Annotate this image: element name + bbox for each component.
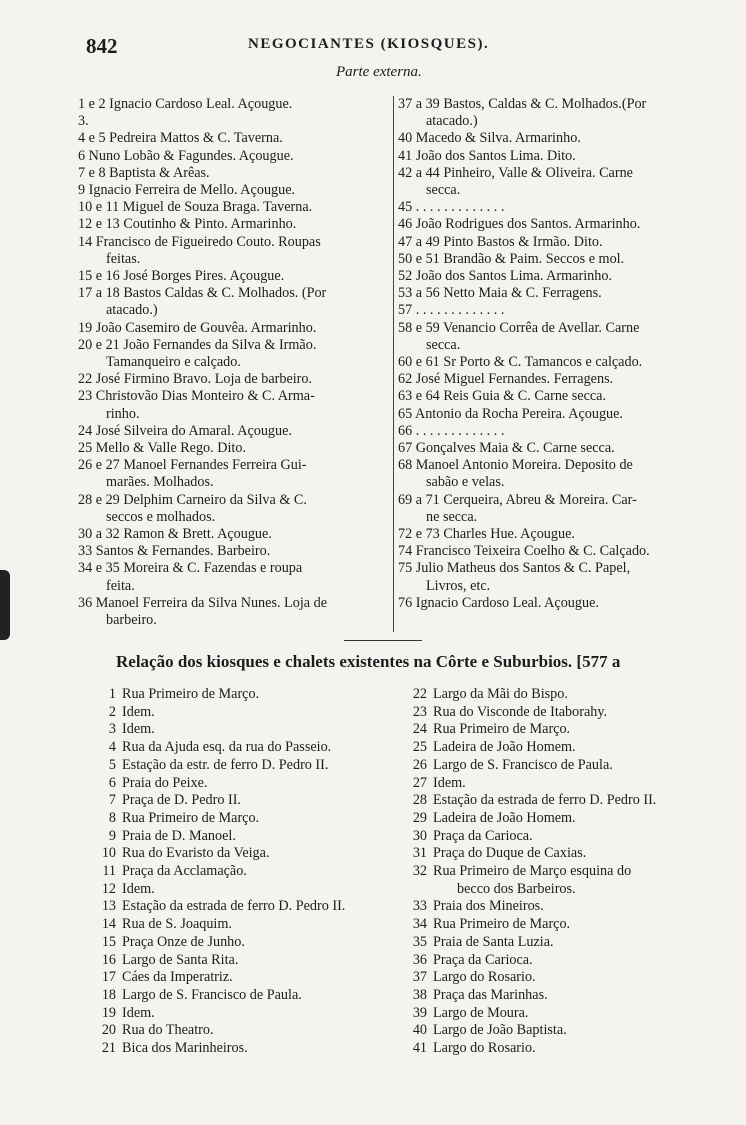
directory-entry: [398, 371, 720, 388]
kiosk-number: 40: [412, 1022, 427, 1039]
kiosk-text-wrap: [122, 828, 236, 846]
directory-entry: [398, 320, 720, 354]
kiosk-item: [405, 845, 735, 863]
kiosk-number: 20: [101, 1022, 116, 1039]
directory-entry: [78, 371, 392, 388]
entry-line: 62 José Miguel Fernandes. Ferragens.: [398, 371, 614, 388]
kiosk-location: Idem.: [122, 880, 155, 897]
entry-line: 15 e 16 José Borges Pires. Açougue.: [78, 268, 285, 285]
kiosk-location: Praia de Santa Luzia.: [433, 933, 554, 950]
header-subtitle: Parte externa.: [336, 64, 422, 80]
entry-line: 22 José Firmino Bravo. Loja de barbeiro.: [78, 371, 313, 388]
entry-line: 3.: [78, 113, 89, 130]
right-entries-column: [398, 96, 720, 612]
kiosk-text-wrap: [122, 704, 155, 722]
kiosk-number: 31: [412, 845, 427, 862]
directory-entry: [398, 457, 720, 491]
directory-entry: [78, 543, 392, 560]
kiosk-item: [405, 739, 735, 757]
kiosk-item: [96, 1005, 396, 1023]
directory-entry: [398, 388, 720, 405]
entry-continuation: Livros, etc.: [426, 577, 491, 594]
directory-entry: [398, 130, 720, 147]
kiosk-item: [96, 881, 396, 899]
kiosk-text-wrap: [433, 775, 466, 793]
kiosk-text-wrap: [433, 863, 631, 898]
entry-line: 37 a 39 Bastos, Caldas & C. Molhados.(Por: [398, 96, 647, 112]
kiosk-text-wrap: [433, 686, 568, 704]
entry-line: 58 e 59 Venancio Corrêa de Avellar. Carne: [398, 319, 640, 336]
kiosk-text-wrap: [122, 792, 241, 810]
directory-entry: [398, 302, 720, 319]
kiosk-item: [405, 721, 735, 739]
entry-line: 52 João dos Santos Lima. Armarinho.: [398, 268, 612, 285]
directory-entry: [398, 492, 720, 526]
kiosk-location: Rua do Visconde de Itaborahy.: [433, 703, 608, 720]
directory-entry: [78, 337, 392, 371]
kiosk-number: 10: [101, 845, 116, 862]
directory-entry: [78, 423, 392, 440]
kiosk-item: [96, 1022, 396, 1040]
entry-line: 10 e 11 Miguel de Souza Braga. Taverna.: [78, 199, 313, 216]
kiosk-section-title: Relação dos kiosques e chalets existentes na Côrte e Suburbios. [577 a: [116, 652, 621, 671]
entry-continuation: feita.: [106, 577, 135, 594]
entry-continuation: sabão e velas.: [426, 474, 505, 491]
entry-line: 46 João Rodrigues dos Santos. Armarinho.: [398, 216, 641, 233]
kiosk-text-wrap: [433, 1040, 536, 1058]
kiosk-item: [96, 845, 396, 863]
kiosk-list-left: [96, 686, 396, 1058]
kiosk-number: 21: [101, 1040, 116, 1057]
directory-entry: [398, 165, 720, 199]
kiosk-item: [405, 969, 735, 987]
kiosk-item: [405, 1040, 735, 1058]
page-number: 842: [86, 34, 118, 58]
directory-entry: [78, 457, 392, 491]
kiosk-number: 18: [101, 986, 116, 1003]
kiosk-number: 25: [412, 739, 427, 756]
entry-line: 74 Francisco Teixeira Coelho & C. Calçado.: [398, 543, 650, 560]
kiosk-item: [405, 1022, 735, 1040]
entry-line: 24 José Silveira do Amaral. Açougue.: [78, 422, 292, 439]
kiosk-item: [96, 792, 396, 810]
kiosk-location: Ladeira de João Homem.: [433, 739, 576, 756]
kiosk-location: Rua Primeiro de Março.: [433, 916, 571, 933]
kiosk-text-wrap: [433, 721, 570, 739]
kiosk-item: [405, 952, 735, 970]
kiosk-number: 27: [412, 774, 427, 791]
kiosk-location: Rua de S. Joaquim.: [122, 916, 232, 933]
kiosk-location: Praça de D. Pedro II.: [122, 792, 241, 809]
kiosk-number: 24: [412, 721, 427, 738]
directory-entry: [78, 165, 392, 182]
kiosk-item: [405, 686, 735, 704]
entry-continuation: secca.: [426, 336, 461, 353]
kiosk-text-wrap: [433, 704, 607, 722]
entry-line: 6 Nuno Lobão & Fagundes. Açougue.: [78, 147, 294, 164]
kiosk-text-wrap: [122, 775, 208, 793]
kiosk-text-wrap: [122, 863, 247, 881]
kiosk-text-wrap: [122, 721, 155, 739]
entry-line: 12 e 13 Coutinho & Pinto. Armarinho.: [78, 216, 297, 233]
directory-entry: [398, 423, 720, 440]
kiosk-location: Largo de Santa Rita.: [122, 951, 239, 968]
entry-continuation: feitas.: [106, 250, 141, 267]
directory-entry: [78, 526, 392, 543]
entry-line: 23 Christovão Dias Monteiro & C. Arma-: [78, 388, 315, 405]
kiosk-text-wrap: [122, 969, 233, 987]
directory-entry: [398, 543, 720, 560]
kiosk-number: 32: [412, 863, 427, 880]
kiosk-item: [96, 686, 396, 704]
directory-entry: [78, 130, 392, 147]
kiosk-text-wrap: [122, 845, 270, 863]
directory-entry: [398, 440, 720, 457]
entry-line: 19 João Casemiro de Gouvêa. Armarinho.: [78, 319, 317, 336]
header-title: NEGOCIANTES (KIOSQUES).: [248, 36, 490, 52]
kiosk-location: Praça da Carioca.: [433, 951, 533, 968]
kiosk-item: [96, 810, 396, 828]
entry-line: 20 e 21 João Fernandes da Silva & Irmão.: [78, 336, 317, 353]
kiosk-location: Estação da estrada de ferro D. Pedro II.: [122, 898, 346, 915]
kiosk-text-wrap: [122, 934, 245, 952]
kiosk-location: Largo de S. Francisco de Paula.: [433, 756, 613, 773]
entry-line: 72 e 73 Charles Hue. Açougue.: [398, 526, 575, 543]
entry-line: 1 e 2 Ignacio Cardoso Leal. Açougue.: [78, 96, 293, 112]
kiosk-location: Praça Onze de Junho.: [122, 933, 245, 950]
kiosk-item: [96, 898, 396, 916]
kiosk-number: 9: [108, 827, 116, 844]
kiosk-location: Idem.: [122, 703, 155, 720]
kiosk-number: 35: [412, 933, 427, 950]
directory-entry: [78, 182, 392, 199]
kiosk-list-right: [405, 686, 735, 1058]
kiosk-text-wrap: [433, 828, 533, 846]
kiosk-item: [96, 739, 396, 757]
kiosk-item: [405, 810, 735, 828]
directory-entry: [398, 285, 720, 302]
kiosk-location: Praia de D. Manoel.: [122, 827, 236, 844]
entry-line: 42 a 44 Pinheiro, Valle & Oliveira. Carne: [398, 164, 633, 181]
kiosk-text-wrap: [433, 898, 544, 916]
entry-line: 65 Antonio da Rocha Pereira. Açougue.: [398, 405, 623, 422]
directory-entry: [78, 234, 392, 268]
kiosk-location: Praia dos Mineiros.: [433, 898, 544, 915]
binding-mark: [0, 570, 10, 640]
entry-line: 75 Julio Matheus dos Santos & C. Papel,: [398, 560, 631, 577]
kiosk-location: Rua Primeiro de Março.: [122, 686, 260, 702]
entry-line: 9 Ignacio Ferreira de Mello. Açougue.: [78, 182, 296, 199]
kiosk-text-wrap: [122, 881, 155, 899]
kiosk-item: [96, 916, 396, 934]
kiosk-location: Largo do Rosario.: [433, 969, 536, 986]
kiosk-text-wrap: [433, 845, 586, 863]
kiosk-number: 23: [412, 703, 427, 720]
kiosk-text-wrap: [433, 934, 554, 952]
kiosk-location: Bica dos Marinheiros.: [122, 1040, 248, 1057]
left-entries-column: [78, 96, 392, 629]
kiosk-number: 29: [412, 809, 427, 826]
entry-line: 28 e 29 Delphim Carneiro da Silva & C.: [78, 491, 307, 508]
entry-line: 30 a 32 Ramon & Brett. Açougue.: [78, 526, 272, 543]
entry-continuation: seccos e molhados.: [106, 508, 216, 525]
kiosk-item: [405, 757, 735, 775]
entry-line: 76 Ignacio Cardoso Leal. Açougue.: [398, 594, 599, 611]
entry-line: 33 Santos & Fernandes. Barbeiro.: [78, 543, 271, 560]
kiosk-item: [96, 721, 396, 739]
directory-entry: [78, 199, 392, 216]
entry-line: 67 Gonçalves Maia & C. Carne secca.: [398, 440, 615, 457]
kiosk-item: [405, 934, 735, 952]
entry-continuation: marães. Molhados.: [106, 474, 214, 491]
kiosk-number: 16: [101, 951, 116, 968]
entry-line: 4 e 5 Pedreira Mattos & C. Taverna.: [78, 130, 283, 147]
kiosk-number: 3: [108, 721, 116, 738]
kiosk-text-wrap: [122, 757, 328, 775]
directory-entry: [78, 388, 392, 422]
kiosk-item: [405, 987, 735, 1005]
kiosk-text-wrap: [433, 792, 656, 810]
kiosk-number: 2: [108, 703, 116, 720]
entry-continuation: barbeiro.: [106, 612, 157, 629]
directory-entry: [398, 595, 720, 612]
kiosk-location: Praça da Carioca.: [433, 827, 533, 844]
directory-entry: [78, 320, 392, 337]
entry-continuation: atacado.): [426, 113, 478, 130]
entry-continuation: Tamanqueiro e calçado.: [106, 354, 241, 371]
kiosk-number: 38: [412, 986, 427, 1003]
kiosk-number: 37: [412, 969, 427, 986]
directory-entry: [78, 440, 392, 457]
kiosk-text-wrap: [433, 1005, 528, 1023]
kiosk-number: 15: [101, 933, 116, 950]
kiosk-item: [96, 934, 396, 952]
kiosk-number: 11: [102, 863, 116, 880]
kiosk-item: [96, 987, 396, 1005]
kiosk-number: 19: [101, 1004, 116, 1021]
kiosk-number: 8: [108, 809, 116, 826]
kiosk-location: Cáes da Imperatriz.: [122, 969, 233, 986]
directory-entry: [78, 492, 392, 526]
directory-entry: [398, 234, 720, 251]
directory-entry: [398, 354, 720, 371]
directory-entry: [398, 199, 720, 216]
kiosk-number: 30: [412, 827, 427, 844]
directory-entry: [78, 560, 392, 594]
kiosk-item: [96, 828, 396, 846]
entry-line: 14 Francisco de Figueiredo Couto. Roupas: [78, 233, 321, 250]
directory-entry: [398, 148, 720, 165]
kiosk-text-wrap: [433, 757, 613, 775]
entry-line: 50 e 51 Brandão & Paim. Seccos e mol.: [398, 250, 625, 267]
entry-line: 17 a 18 Bastos Caldas & C. Molhados. (Por: [78, 285, 327, 302]
kiosk-location: Largo de S. Francisco de Paula.: [122, 986, 302, 1003]
entry-line: 68 Manoel Antonio Moreira. Deposito de: [398, 457, 633, 474]
entry-line: 41 João dos Santos Lima. Dito.: [398, 147, 576, 164]
kiosk-text-wrap: [433, 916, 570, 934]
kiosk-item: [96, 969, 396, 987]
kiosk-text-wrap: [433, 987, 548, 1005]
entry-continuation: ne secca.: [426, 508, 478, 525]
kiosk-item: [405, 775, 735, 793]
entry-line: 7 e 8 Baptista & Arêas.: [78, 164, 210, 181]
kiosk-text-wrap: [433, 969, 536, 987]
kiosk-number: 6: [108, 774, 116, 791]
kiosk-text-wrap: [122, 686, 259, 704]
kiosk-text-wrap: [122, 739, 331, 757]
kiosk-location: Rua do Theatro.: [122, 1022, 214, 1039]
kiosk-number: 1: [108, 686, 116, 702]
directory-entry: [398, 268, 720, 285]
entry-continuation: atacado.): [106, 302, 158, 319]
kiosk-item: [96, 757, 396, 775]
entry-line: 63 e 64 Reis Guia & C. Carne secca.: [398, 388, 607, 405]
kiosk-number: 12: [101, 880, 116, 897]
kiosk-item: [405, 704, 735, 722]
kiosk-number: 33: [412, 898, 427, 915]
kiosk-number: 17: [101, 969, 116, 986]
kiosk-location: Largo do Rosario.: [433, 1040, 536, 1057]
entry-line: 57 . . . . . . . . . . . . .: [398, 302, 505, 319]
section-separator: [344, 640, 422, 641]
kiosk-location: Ladeira de João Homem.: [433, 809, 576, 826]
entry-line: 26 e 27 Manoel Fernandes Ferreira Gui-: [78, 457, 307, 474]
kiosk-item: [96, 775, 396, 793]
kiosk-location: Largo da Mãi do Bispo.: [433, 686, 568, 702]
entry-line: 40 Macedo & Silva. Armarinho.: [398, 130, 581, 147]
entry-line: 25 Mello & Valle Rego. Dito.: [78, 440, 247, 457]
kiosk-location: Idem.: [122, 721, 155, 738]
entry-line: 34 e 35 Moreira & C. Fazendas e roupa: [78, 560, 303, 577]
entry-line: 66 . . . . . . . . . . . . .: [398, 422, 505, 439]
kiosk-text-wrap: [122, 952, 238, 970]
kiosk-location: Praia do Peixe.: [122, 774, 208, 791]
kiosk-location: Rua Primeiro de Março.: [122, 809, 260, 826]
directory-entry: [78, 285, 392, 319]
kiosk-text-wrap: [122, 810, 259, 828]
kiosk-location: Rua Primeiro de Março esquina do: [433, 863, 632, 880]
kiosk-item: [405, 863, 735, 898]
directory-entry: [78, 268, 392, 285]
kiosk-location: Praça do Duque de Caxias.: [433, 845, 587, 862]
entry-line: 36 Manoel Ferreira da Silva Nunes. Loja de: [78, 594, 327, 611]
kiosk-text-wrap: [122, 1022, 214, 1040]
entry-continuation: secca.: [426, 182, 461, 199]
kiosk-item: [96, 704, 396, 722]
directory-entry: [78, 216, 392, 233]
kiosk-location: Praça das Marinhas.: [433, 986, 548, 1003]
kiosk-text-wrap: [122, 1040, 248, 1058]
kiosk-number: 26: [412, 756, 427, 773]
kiosk-number: 34: [412, 916, 427, 933]
kiosk-item: [405, 792, 735, 810]
kiosk-number: 28: [412, 792, 427, 809]
kiosk-item: [96, 952, 396, 970]
directory-entry: [398, 216, 720, 233]
kiosk-location: Rua Primeiro de Março.: [433, 721, 571, 738]
directory-entry: [78, 96, 392, 113]
column-divider: [393, 96, 394, 632]
kiosk-text-wrap: [122, 898, 345, 916]
kiosk-item: [405, 916, 735, 934]
kiosk-location: Estação da estrada de ferro D. Pedro II.: [433, 792, 657, 809]
kiosk-item: [405, 828, 735, 846]
kiosk-item: [96, 1040, 396, 1058]
entry-continuation: rinho.: [106, 405, 140, 422]
directory-entry: [398, 251, 720, 268]
directory-entry: [78, 595, 392, 629]
kiosk-location: Rua da Ajuda esq. da rua do Passeio.: [122, 739, 332, 756]
kiosk-location: Idem.: [122, 1004, 155, 1021]
kiosk-location: Praça da Acclamação.: [122, 863, 247, 880]
kiosk-text-wrap: [122, 1005, 155, 1023]
kiosk-number: 41: [412, 1040, 427, 1057]
directory-entry: [398, 406, 720, 423]
kiosk-text-wrap: [433, 1022, 567, 1040]
entry-line: 47 a 49 Pinto Bastos & Irmão. Dito.: [398, 233, 603, 250]
kiosk-number: 22: [412, 686, 427, 702]
kiosk-number: 13: [101, 898, 116, 915]
entry-line: 60 e 61 Sr Porto & C. Tamancos e calçado.: [398, 354, 643, 371]
kiosk-text-wrap: [122, 916, 232, 934]
kiosk-location: Rua do Evaristo da Veiga.: [122, 845, 270, 862]
kiosk-text-wrap: [433, 739, 576, 757]
kiosk-item: [405, 1005, 735, 1023]
kiosk-location: Largo de João Baptista.: [433, 1022, 567, 1039]
kiosk-number: 5: [108, 756, 116, 773]
directory-entry: [398, 96, 720, 130]
kiosk-text-wrap: [122, 987, 302, 1005]
kiosk-item: [405, 898, 735, 916]
kiosk-location: Estação da estr. de ferro D. Pedro II.: [122, 756, 329, 773]
kiosk-number: 36: [412, 951, 427, 968]
kiosk-location-continuation: becco dos Barbeiros.: [457, 880, 576, 897]
directory-entry: [398, 526, 720, 543]
directory-entry: [78, 113, 392, 130]
kiosk-number: 7: [108, 792, 116, 809]
kiosk-location: Largo de Moura.: [433, 1004, 529, 1021]
entry-line: 45 . . . . . . . . . . . . .: [398, 199, 505, 216]
entry-line: 53 a 56 Netto Maia & C. Ferragens.: [398, 285, 602, 302]
kiosk-location: Idem.: [433, 774, 466, 791]
kiosk-number: 39: [412, 1004, 427, 1021]
kiosk-text-wrap: [433, 810, 576, 828]
kiosk-text-wrap: [433, 952, 533, 970]
directory-entry: [398, 560, 720, 594]
kiosk-number: 4: [108, 739, 116, 756]
directory-entry: [78, 148, 392, 165]
entry-line: 69 a 71 Cerqueira, Abreu & Moreira. Car-: [398, 491, 637, 508]
kiosk-item: [96, 863, 396, 881]
kiosk-number: 14: [101, 916, 116, 933]
